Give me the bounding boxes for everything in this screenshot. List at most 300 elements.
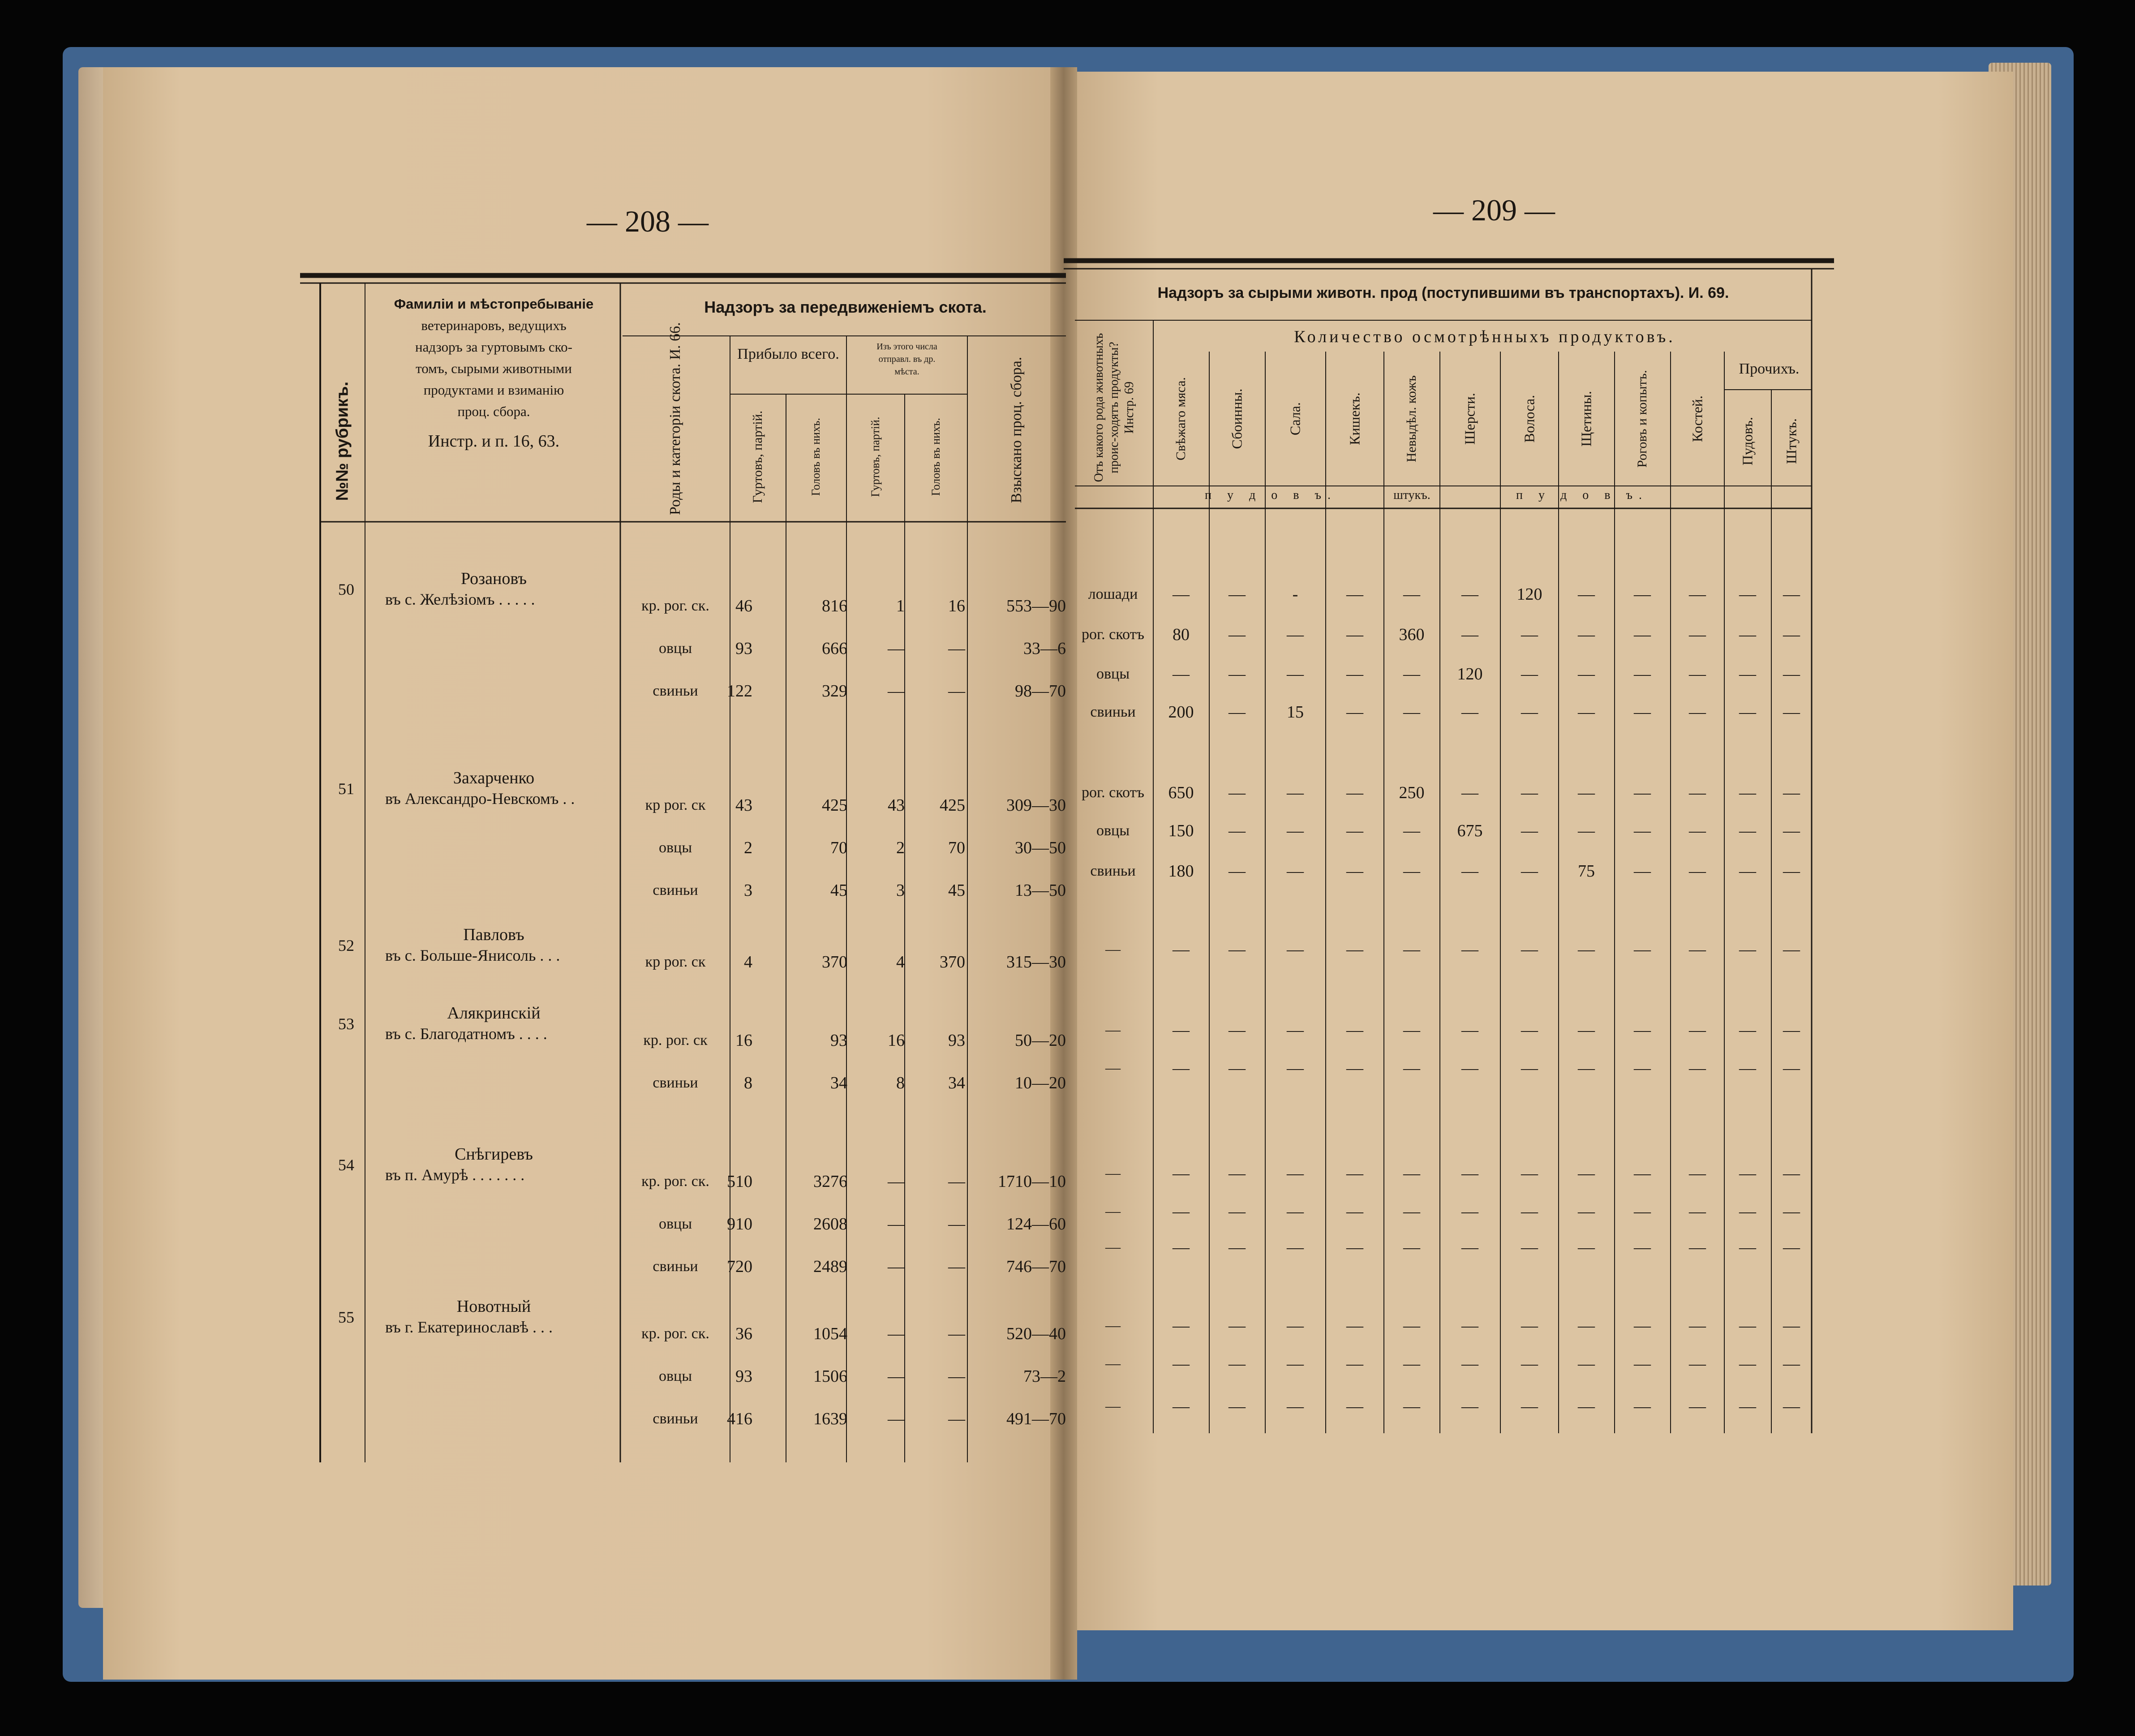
product-quantity: — [1461,585,1478,604]
product-quantity: — [1173,585,1190,604]
vet-header-line: проц. сбора. [457,404,530,419]
droves-arrived: 2 [744,838,752,857]
livestock-kind: овцы [658,640,692,657]
product-quantity: — [1521,1164,1538,1183]
product-quantity: — [1689,585,1706,604]
heads-sent: — [948,639,965,658]
fee-collected: 73—2 [1023,1367,1066,1386]
product-quantity: — [1578,1316,1595,1335]
wool-header: Шерсти. [1461,393,1478,445]
veterinarian-header [367,293,620,452]
product-quantity: — [1461,1059,1478,1078]
product-quantity: — [1461,1316,1478,1335]
product-quantity: - [1292,585,1298,604]
product-quantity: 180 [1168,862,1194,881]
heads-arrived: 370 [822,953,847,971]
product-quantity: — [1578,940,1595,959]
product-quantity: — [1739,821,1756,840]
product-quantity: — [1739,1354,1756,1373]
vet-header-line: Инстр. и п. 16, 63. [428,432,560,451]
livestock-kind: кр. рог. ск. [641,1173,709,1190]
product-quantity: — [1346,1354,1363,1373]
livestock-kind: овцы [658,1368,692,1384]
droves-arrived: 8 [744,1074,752,1092]
veterinarian-name: Новотный [456,1297,531,1316]
product-quantity: — [1346,862,1363,881]
product-quantity: — [1287,821,1304,840]
product-quantity: — [1461,862,1478,881]
heads-arrived: 1639 [813,1409,847,1428]
rubric-number: 53 [338,1015,354,1033]
vet-header-line: продуктами и взиманiю [423,382,564,398]
livestock-kind: овцы [658,839,692,856]
droves-sent-header: Гуртовъ, партiй. [869,417,882,497]
product-quantity: 120 [1457,665,1483,683]
droves-sent: 16 [888,1031,905,1050]
product-quantity: — [1461,1238,1478,1257]
droves-sent: — [888,1172,905,1191]
fee-collected: 1710—10 [998,1172,1066,1191]
product-quantity: — [1689,821,1706,840]
heads-arrived: 425 [822,796,847,815]
product-quantity: — [1739,1059,1756,1078]
product-quantity: — [1346,783,1363,802]
product-quantity: 150 [1168,821,1194,840]
droves-sent: — [888,639,905,658]
product-quantity: — [1173,940,1190,959]
product-quantity: — [1173,1238,1190,1257]
droves-arrived: 43 [735,796,752,815]
vet-header-line: томъ, сырыми животными [416,361,572,376]
droves-sent: — [888,1257,905,1276]
livestock-kind: кр. рог. ск. [641,1325,709,1342]
heads-arrived: 816 [822,597,847,615]
product-quantity: — [1346,1021,1363,1040]
product-quantity: — [1739,783,1756,802]
product-quantity: — [1229,1316,1246,1335]
product-quantity: — [1521,1316,1538,1335]
of-which-line: отправл. въ др. [878,354,936,364]
livestock-kind: кр. рог. ск [643,1032,708,1048]
vet-header-line: ветеринаровъ, ведущихъ [421,318,567,333]
rubric-number: 51 [338,780,354,798]
product-quantity: — [1521,1021,1538,1040]
quantity-header: Количество осмотрѣнныхъ продуктовъ. [1294,327,1675,346]
raw-products-title: Надзоръ за сырыми животн. прод (поступившими въ транспортахъ). И. 69. [1157,284,1729,301]
heads-arrived: 3276 [813,1172,847,1191]
droves-sent: 43 [888,796,905,815]
product-quantity: — [1578,821,1595,840]
heads-arrived: 666 [822,639,847,658]
lard-header: Сала. [1287,402,1303,435]
heads-sent: — [948,1367,965,1386]
product-quantity: — [1521,1397,1538,1416]
product-quantity: — [1521,940,1538,959]
product-source-animal: — [1105,1317,1121,1334]
product-source-animal: свиньи [1090,863,1136,879]
product-quantity: — [1287,1021,1304,1040]
product-quantity: — [1578,1354,1595,1373]
product-quantity: — [1634,783,1651,802]
product-quantity: — [1403,585,1420,604]
product-quantity: — [1689,1238,1706,1257]
hair-header: Волоса. [1521,395,1538,443]
rubric-number: 52 [338,937,354,954]
product-quantity: — [1403,1397,1420,1416]
product-quantity: — [1229,1021,1246,1040]
product-quantity: — [1783,703,1800,722]
product-quantity: — [1739,1021,1756,1040]
product-quantity: — [1229,862,1246,881]
rubric-number: 50 [338,580,354,598]
product-quantity: — [1403,1238,1420,1257]
product-quantity: — [1739,585,1756,604]
product-quantity: — [1783,585,1800,604]
product-quantity: — [1461,783,1478,802]
product-quantity: — [1578,1164,1595,1183]
product-quantity: — [1739,625,1756,644]
product-quantity: — [1346,585,1363,604]
other-header: Прочихъ. [1739,361,1800,377]
product-quantity: — [1634,1202,1651,1221]
product-quantity: — [1403,1202,1420,1221]
product-quantity: — [1403,1316,1420,1335]
product-quantity: — [1287,1059,1304,1078]
product-quantity: — [1739,1238,1756,1257]
fee-collected: 491—70 [1006,1409,1066,1428]
product-quantity: — [1739,1202,1756,1221]
product-quantity: — [1287,1316,1304,1335]
fee-collected: 124—60 [1006,1215,1066,1233]
product-quantity: — [1287,1238,1304,1257]
bones-header: Костей. [1689,395,1705,443]
heads-arrived: 34 [830,1074,847,1092]
product-quantity: — [1578,665,1595,683]
heads-arrived-header: Головъ въ нихъ. [809,417,822,496]
product-quantity: — [1783,1164,1800,1183]
droves-arrived: 416 [727,1409,752,1428]
meat-header: Свѣжаго мяса. [1173,377,1188,460]
product-quantity: — [1634,703,1651,722]
droves-arrived-header: Гуртовъ, партiй. [750,410,765,503]
product-source-animal: рог. скотъ [1082,784,1144,801]
product-quantity: — [1689,1316,1706,1335]
veterinarian-name: Алякринскiй [447,1004,541,1023]
product-quantity: — [1578,1059,1595,1078]
product-quantity: — [1461,1354,1478,1373]
product-quantity: — [1783,1059,1800,1078]
product-quantity: — [1229,1164,1246,1183]
product-quantity: — [1578,1202,1595,1221]
droves-arrived: 36 [735,1324,752,1343]
page-number-left: — 208 — [587,204,709,238]
droves-arrived: 4 [744,953,752,971]
product-quantity: — [1689,703,1706,722]
product-quantity: — [1461,1202,1478,1221]
fee-collected: 315—30 [1006,953,1066,971]
heads-sent: — [948,682,965,700]
fee-collected: 13—50 [1015,881,1066,900]
page-number-right: — 209 — [1433,193,1555,227]
of-which-header [849,340,965,378]
product-quantity: — [1461,1164,1478,1183]
product-quantity: — [1229,1397,1246,1416]
product-quantity: — [1634,1397,1651,1416]
product-quantity: — [1346,703,1363,722]
product-quantity: — [1346,1316,1363,1335]
product-quantity: — [1634,862,1651,881]
heads-sent: — [948,1215,965,1233]
product-quantity: — [1578,1021,1595,1040]
product-quantity: — [1578,703,1595,722]
veterinarian-name: Павловъ [463,925,524,944]
product-quantity: — [1578,1238,1595,1257]
heads-sent: 45 [948,881,965,900]
product-quantity: — [1346,1164,1363,1183]
product-quantity: — [1783,1397,1800,1416]
droves-arrived: 122 [727,682,752,700]
product-quantity: — [1783,1238,1800,1257]
rubric-number: 54 [338,1156,354,1174]
product-quantity: — [1783,665,1800,683]
product-quantity: — [1461,940,1478,959]
product-quantity: — [1229,940,1246,959]
product-quantity: — [1634,1164,1651,1183]
product-quantity: — [1346,940,1363,959]
product-quantity: — [1346,821,1363,840]
product-quantity: — [1521,703,1538,722]
product-quantity: 120 [1516,585,1542,604]
fee-collected: 520—40 [1006,1324,1066,1343]
droves-sent: 1 [896,597,905,615]
product-quantity: — [1346,665,1363,683]
veterinarian-name: Снѣгиревъ [455,1145,533,1164]
product-quantity: — [1173,1397,1190,1416]
product-quantity: — [1739,703,1756,722]
product-source-animal: — [1105,941,1121,958]
livestock-kind: кр рог. ск [645,797,706,813]
product-quantity: — [1739,862,1756,881]
product-quantity: — [1783,1354,1800,1373]
product-quantity: — [1461,1397,1478,1416]
product-quantity: — [1461,703,1478,722]
veterinarian-place: въ с. Благодатномъ . . . . [385,1025,547,1043]
product-quantity: — [1689,1164,1706,1183]
product-quantity: — [1739,940,1756,959]
product-quantity: — [1689,940,1706,959]
pieces-header: Штукъ. [1783,418,1800,464]
product-quantity: — [1461,1021,1478,1040]
droves-arrived: 93 [735,639,752,658]
product-quantity: — [1173,1021,1190,1040]
product-quantity: — [1739,1164,1756,1183]
droves-sent: 2 [896,838,905,857]
heads-sent: — [948,1172,965,1191]
livestock-kind: овцы [658,1216,692,1232]
droves-sent: 4 [896,953,905,971]
product-quantity: — [1229,665,1246,683]
vet-header-line: надзоръ за гуртовымъ ско- [415,339,572,355]
product-quantity: — [1634,1021,1651,1040]
droves-arrived: 3 [744,881,752,900]
vet-header-line: Фамилiи и мѣстопребыванiе [394,296,594,312]
product-quantity: — [1173,1164,1190,1183]
product-quantity: 15 [1287,703,1304,722]
veterinarian-name: Захарченко [453,769,535,787]
livestock-kind: кр рог. ск [645,954,706,970]
heads-sent: — [948,1257,965,1276]
droves-sent: — [888,1409,905,1428]
product-quantity: — [1689,625,1706,644]
product-quantity: 80 [1173,625,1190,644]
fee-collected: 553—90 [1006,597,1066,615]
heads-sent: 70 [948,838,965,857]
livestock-kind: свиньи [653,1074,698,1091]
heads-arrived: 2489 [813,1257,847,1276]
product-quantity: — [1634,821,1651,840]
product-quantity: — [1229,1202,1246,1221]
heads-sent-header: Головъ въ нихъ. [929,417,942,496]
product-quantity: — [1521,625,1538,644]
droves-sent: 3 [896,881,905,900]
livestock-kind: свиньи [653,1410,698,1427]
unit-poods-label: п у д о в ъ. [1205,488,1337,502]
product-source-animal: лошади [1088,586,1138,602]
product-quantity: — [1521,1354,1538,1373]
product-quantity: — [1689,665,1706,683]
product-quantity: — [1689,1059,1706,1078]
fee-collected: 98—70 [1015,682,1066,700]
product-quantity: — [1783,1202,1800,1221]
product-quantity: — [1634,940,1651,959]
droves-arrived: 93 [735,1367,752,1386]
product-quantity: — [1783,862,1800,881]
product-quantity: 200 [1168,703,1194,722]
unit-poods-label: п у д о в ъ. [1516,488,1648,502]
product-quantity: — [1173,665,1190,683]
bristle-header: Щетины. [1578,391,1594,447]
fee-collected: 746—70 [1006,1257,1066,1276]
product-quantity: — [1346,1397,1363,1416]
product-quantity: — [1739,1397,1756,1416]
product-quantity: — [1689,1354,1706,1373]
product-quantity: — [1689,1397,1706,1416]
product-quantity: — [1521,862,1538,881]
product-quantity: — [1287,783,1304,802]
product-source-animal: — [1105,1165,1121,1182]
product-quantity: — [1521,665,1538,683]
fee-collected: 309—30 [1006,796,1066,815]
livestock-kind: свиньи [653,1258,698,1275]
product-source-animal: — [1105,1203,1121,1220]
product-quantity: — [1229,821,1246,840]
product-quantity: — [1634,585,1651,604]
product-quantity: 250 [1399,783,1425,802]
heads-sent: 34 [948,1074,965,1092]
product-quantity: — [1521,821,1538,840]
droves-arrived: 910 [727,1215,752,1233]
droves-arrived: 16 [735,1031,752,1050]
product-source-animal: — [1105,1239,1121,1255]
product-quantity: — [1229,1059,1246,1078]
product-quantity: 75 [1578,862,1595,881]
product-quantity: — [1634,1238,1651,1257]
droves-arrived: 46 [735,597,752,615]
product-quantity: — [1403,665,1420,683]
product-quantity: — [1783,821,1800,840]
veterinarian-place: въ п. Амурѣ . . . . . . . [385,1166,525,1184]
kinds-header: Роды и категорiи скота. И. 66. [667,322,683,515]
product-quantity: — [1521,1238,1538,1257]
product-quantity: 360 [1399,625,1425,644]
product-quantity: — [1346,625,1363,644]
product-quantity: — [1287,1164,1304,1183]
fee-collected: 50—20 [1015,1031,1066,1050]
product-quantity: — [1346,1202,1363,1221]
source-header: Отъ какого рода животныхъ проис-ходятъ продукты? Инстр. 69 [1092,333,1136,482]
guts-header: Кишекъ. [1346,392,1363,445]
product-quantity: — [1287,625,1304,644]
livestock-kind: кр. рог. ск. [641,597,709,614]
product-quantity: — [1578,1397,1595,1416]
heads-sent: 16 [948,597,965,615]
product-source-animal: рог. скотъ [1082,626,1144,643]
product-source-animal: овцы [1096,666,1130,682]
product-source-animal: — [1105,1398,1121,1414]
product-quantity: — [1287,1397,1304,1416]
rubric-header: №№ рубрикъ. [333,381,352,501]
product-quantity: 650 [1168,783,1194,802]
heads-arrived: 329 [822,682,847,700]
heads-arrived: 2608 [813,1215,847,1233]
fee-collected: 10—20 [1015,1074,1066,1092]
product-quantity: — [1287,665,1304,683]
product-quantity: — [1739,1316,1756,1335]
livestock-kind: свиньи [653,683,698,699]
product-source-animal: свиньи [1090,704,1136,720]
heads-sent: 370 [940,953,965,971]
product-quantity: — [1287,1202,1304,1221]
movement-header: Надзоръ за передвиженiемъ скота. [704,298,987,316]
product-quantity: — [1229,585,1246,604]
product-source-animal: — [1105,1060,1121,1076]
product-quantity: — [1578,625,1595,644]
product-quantity: — [1173,1316,1190,1335]
heads-arrived: 45 [830,881,847,900]
product-quantity: — [1634,1316,1651,1335]
droves-sent: — [888,1367,905,1386]
arrived-header: Прибыло всего. [737,346,839,362]
product-quantity: — [1403,862,1420,881]
product-quantity: 675 [1457,821,1483,840]
heads-sent: 425 [940,796,965,815]
rubric-number: 55 [338,1308,354,1326]
product-quantity: — [1403,1354,1420,1373]
veterinarian-place: въ с. Больше-Янисоль . . . [385,946,560,964]
droves-sent: — [888,1324,905,1343]
product-quantity: — [1173,1202,1190,1221]
droves-arrived: 510 [727,1172,752,1191]
heads-sent: 93 [948,1031,965,1050]
product-quantity: — [1689,862,1706,881]
heads-arrived: 1054 [813,1324,847,1343]
product-quantity: — [1634,1354,1651,1373]
product-quantity: — [1634,625,1651,644]
droves-sent: — [888,1215,905,1233]
product-quantity: — [1287,940,1304,959]
droves-arrived: 720 [727,1257,752,1276]
poods-header: Пудовъ. [1739,417,1756,466]
